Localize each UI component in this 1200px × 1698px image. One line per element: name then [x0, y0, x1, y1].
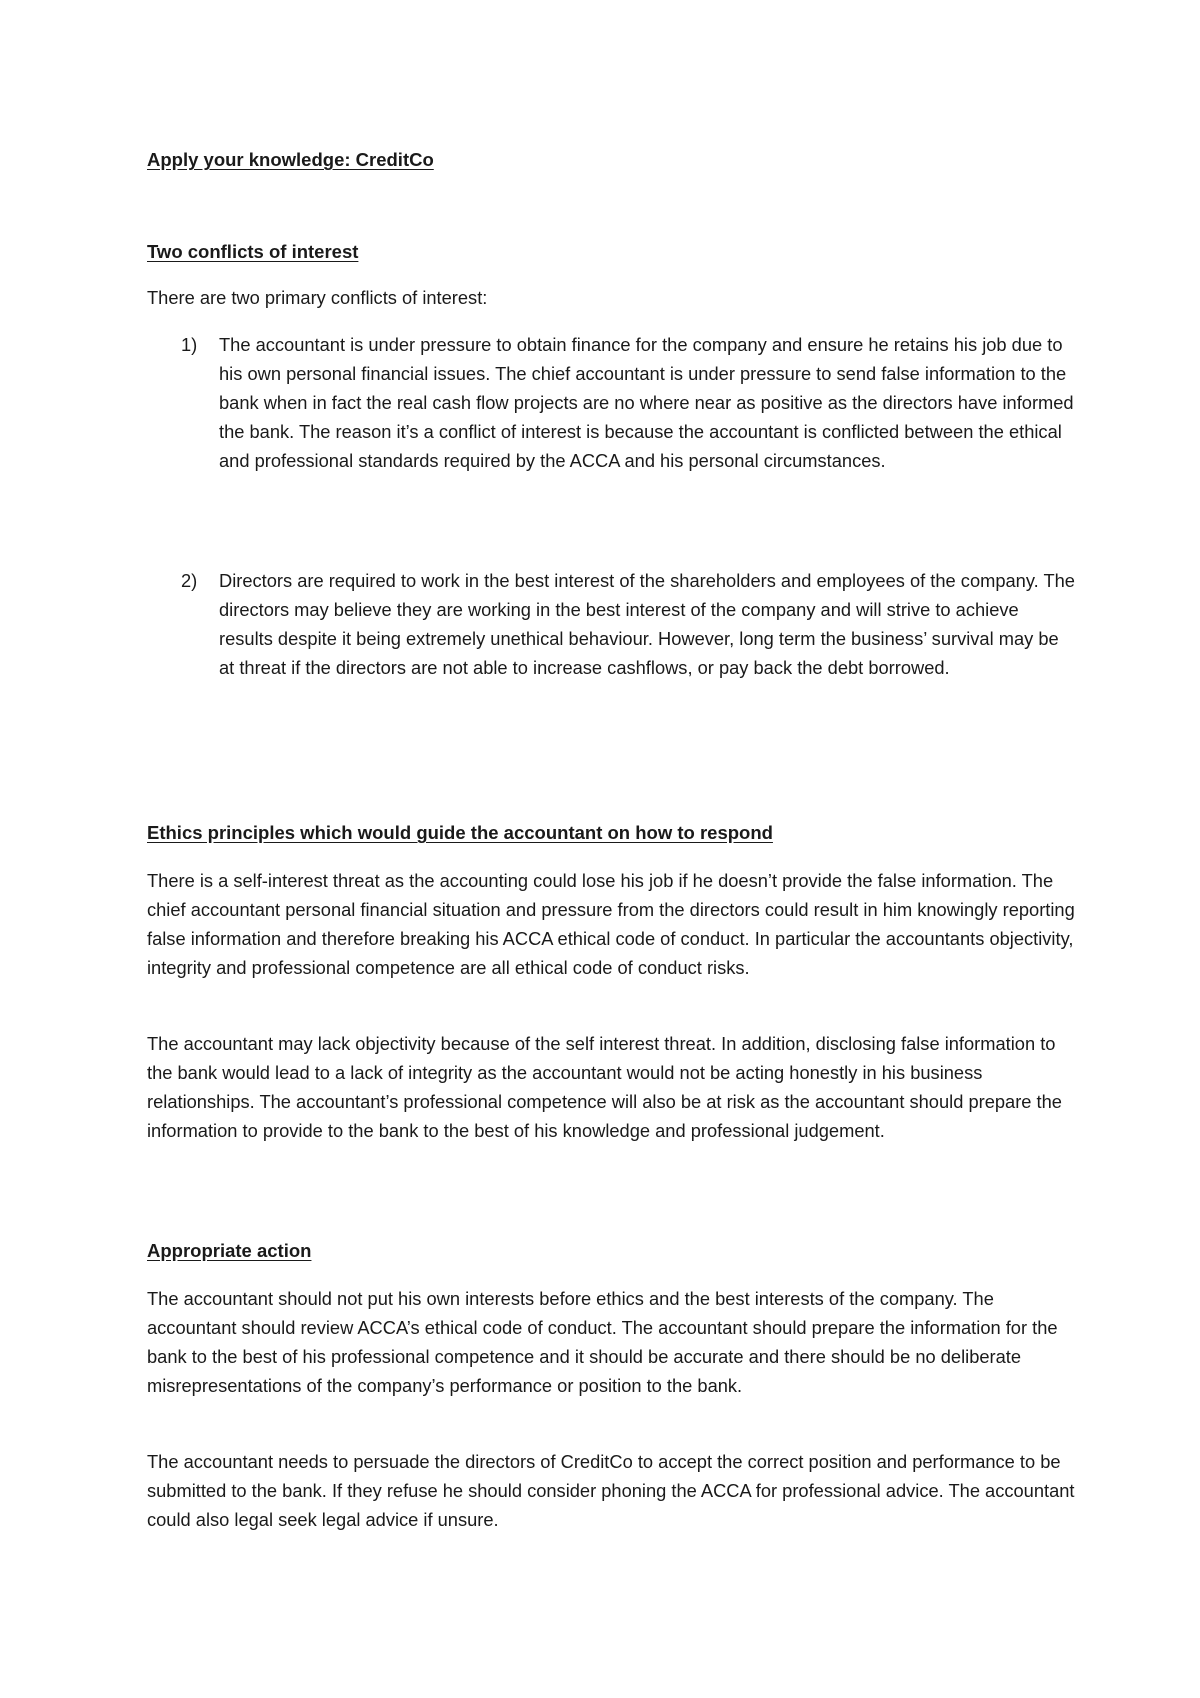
section-heading-conflicts: Two conflicts of interest [147, 241, 359, 262]
list-item-text: Directors are required to work in the best interest of the shareholders and employees of the company. The directors may believe they are working in the best interest of the company and will strive to achieve results despite it being extremely unethical behaviour. However, long term the business’ survival may be at threat if the directors are not able to increase cashflows, or pay back the debt borrowed. [219, 570, 1075, 678]
section-heading-appropriate-action: Appropriate action [147, 1240, 312, 1261]
paragraph: The accountant needs to persuade the directors of CreditCo to accept the correct position and performance to be submitted to the bank. If they refuse he should consider phoning the ACCA for professional advice. The accountant could also legal seek legal advice if unsure. [147, 1451, 1075, 1530]
list-item-number: 2) [181, 570, 198, 591]
section-intro: There are two primary conflicts of interest: [147, 287, 488, 308]
list-item [147, 566, 1077, 682]
paragraph: The accountant should not put his own interests before ethics and the best interests of the company. The accountant should review ACCA’s ethical code of conduct. The accountant should prepare the information for the bank to the best of his professional competence and it should be accurate and there should be no deliberate misrepresentations of the company’s performance or position to the bank. [147, 1288, 1058, 1396]
list-item-number: 1) [181, 334, 198, 355]
paragraph: The accountant may lack objectivity because of the self interest threat. In addition, disclosing false information to the bank would lead to a lack of integrity as the accountant would not be acting honestly in his business relationships. The accountant’s professional competence will also be at risk as the accountant should prepare the information to provide to the bank to the best of his knowledge and professional judgement. [147, 1033, 1062, 1141]
section-heading-ethics-principles: Ethics principles which would guide the accountant on how to respond [147, 822, 773, 843]
list-item [147, 330, 1077, 475]
paragraph: There is a self-interest threat as the accounting could lose his job if he doesn’t provide the false information. The chief accountant personal financial situation and pressure from the directors could result in him knowingly reporting false information and therefore breaking his ACCA ethical code of conduct. In particular the accountants objectivity, integrity and professional competence are all ethical code of conduct risks. [147, 870, 1075, 978]
list-item-text: The accountant is under pressure to obtain finance for the company and ensure he retains his job due to his own personal financial issues. The chief accountant is under pressure to send false information to the bank when in fact the real cash flow projects are no where near as positive as the directors have informed the bank. The reason it’s a conflict of interest is because the accountant is conflicted between the ethical and professional standards required by the ACCA and his personal circumstances. [219, 334, 1074, 471]
document-title: Apply your knowledge: CreditCo [147, 149, 434, 170]
